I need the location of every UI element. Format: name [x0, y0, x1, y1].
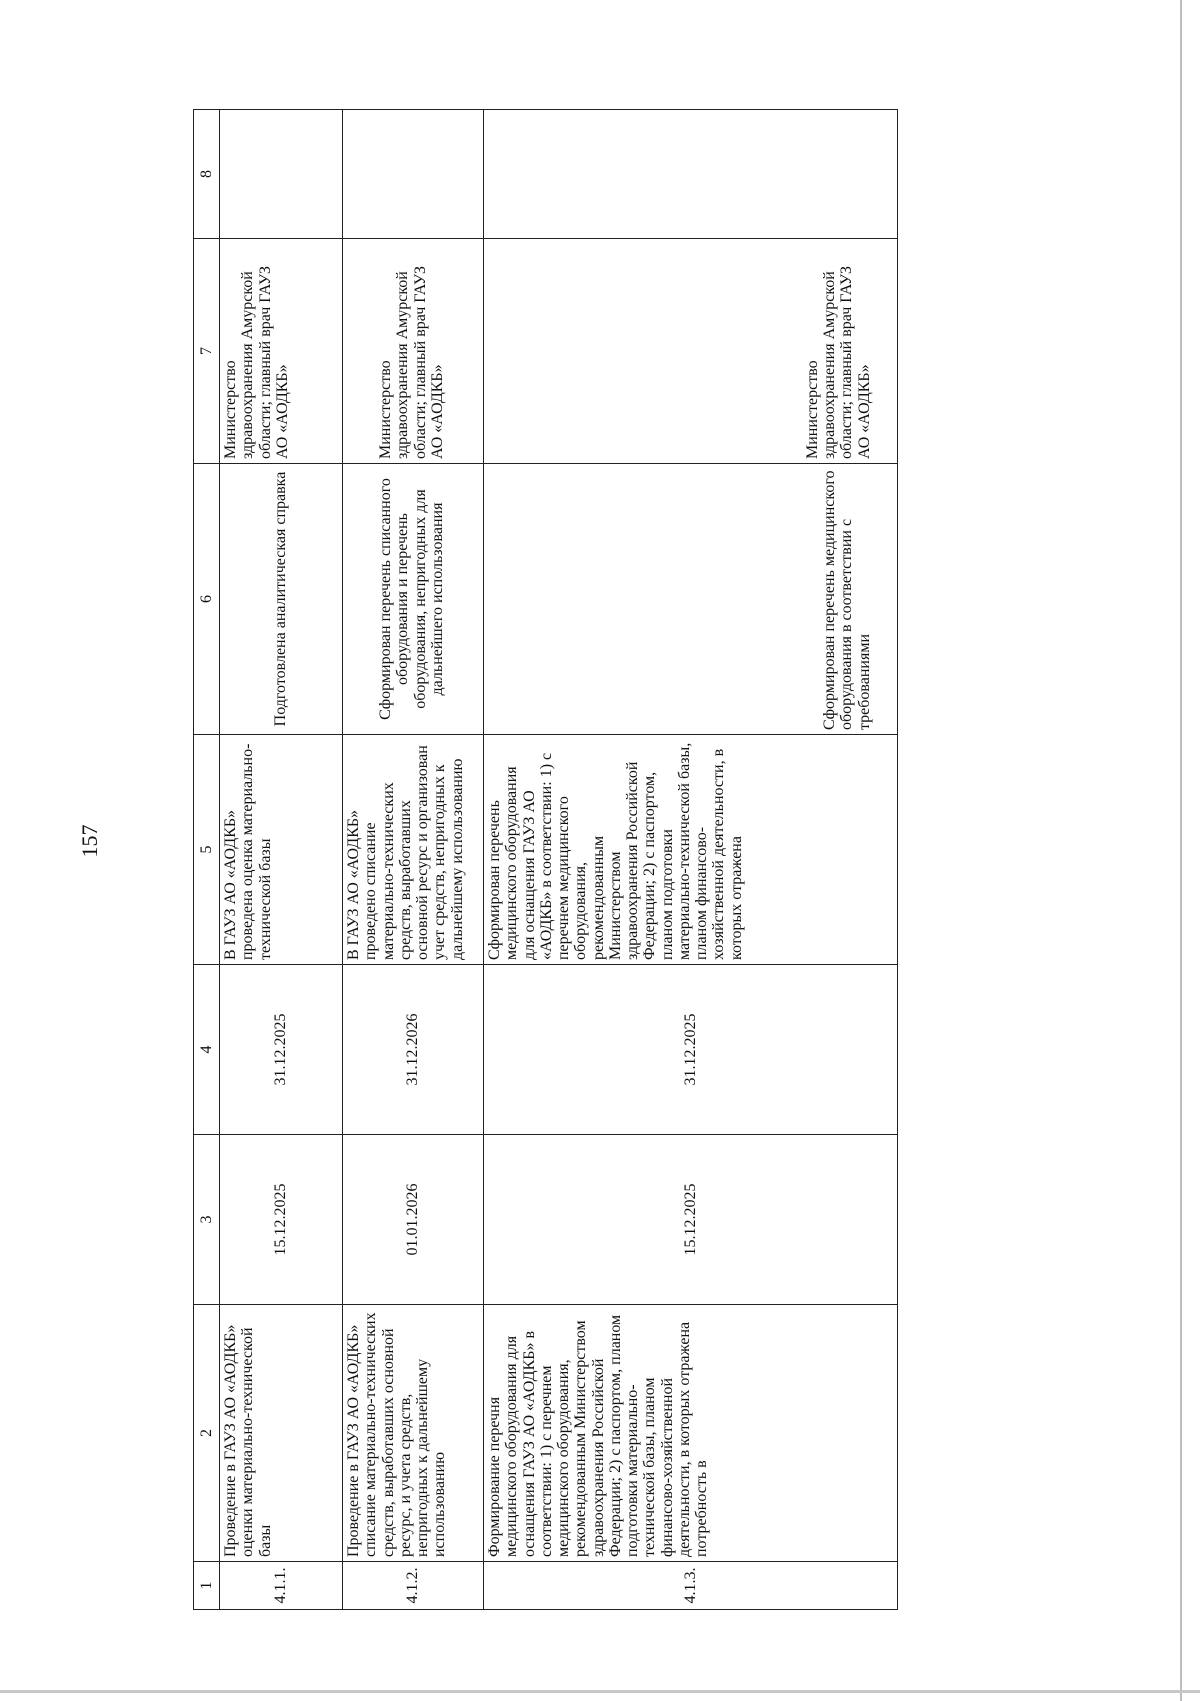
- header-col-6: 6: [194, 464, 220, 735]
- expected-result: В ГАУЗ АО «АОДКБ» проведена оценка материально-технической базы: [220, 735, 343, 965]
- responsible: Министерство здравоохранения Амурской области; главный врач ГАУЗ АО «АОДКБ»: [343, 239, 484, 464]
- table-row: [220, 110, 343, 1610]
- control-event: Подготовлена аналитическая справка: [220, 464, 343, 735]
- header-row: [194, 110, 220, 1610]
- page-number: 157: [77, 824, 102, 858]
- start-date: 15.12.2025: [220, 1135, 343, 1305]
- header-col-3: 3: [194, 1135, 220, 1305]
- start-date: 01.01.2026: [343, 1135, 484, 1305]
- expected-result: В ГАУЗ АО «АОДКБ» проведено списание материально-технических средств, выработавших основной ресурс и организован учет средств, непригодных к дальнейшему использованию: [343, 735, 484, 965]
- responsible: Министерство здравоохранения Амурской области; главный врач ГАУЗ АО «АОДКБ»: [484, 239, 898, 464]
- header-col-4: 4: [194, 965, 220, 1135]
- row-number: 4.1.2.: [343, 1562, 484, 1610]
- header-col-2: 2: [194, 1305, 220, 1562]
- header-col-7: 7: [194, 239, 220, 464]
- header-col-5: 5: [194, 735, 220, 965]
- rotated-table-container: [193, 110, 1178, 1610]
- control-event: Сформирован перечень списанного оборудования и перечень оборудования, непригодных для дальнейшего использования: [343, 464, 484, 735]
- start-date: 15.12.2025: [484, 1135, 898, 1305]
- measure-title: Формирование перечня медицинского оборудования для оснащения ГАУЗ АО «АОДКБ» в соответствии: 1) с перечнем медицинского оборудования, рекомендованным Министерством здравоохранения Российской Федерации; 2) с паспортом, планом подготовки материально-технической базы, планом финансово-хозяйственной деятельности, в которых отражена потребность в: [484, 1305, 898, 1562]
- responsible: Министерство здравоохранения Амурской области; главный врач ГАУЗ АО «АОДКБ»: [220, 239, 343, 464]
- plan-table: [193, 109, 898, 1610]
- note: [220, 110, 343, 239]
- header-col-8: 8: [194, 110, 220, 239]
- table-row: [484, 110, 898, 1610]
- end-date: 31.12.2026: [343, 965, 484, 1135]
- end-date: 31.12.2025: [220, 965, 343, 1135]
- note: [343, 110, 484, 239]
- header-col-1: 1: [194, 1562, 220, 1610]
- scan-edge-right: [1180, 0, 1182, 1701]
- note: [484, 110, 898, 239]
- row-number: 4.1.1.: [220, 1562, 343, 1610]
- end-date: 31.12.2025: [484, 965, 898, 1135]
- table-row: [343, 110, 484, 1610]
- measure-title: Проведение в ГАУЗ АО «АОДКБ» списание материально-технических средств, выработавших основной ресурс, и учета средств, непригодных к дальнейшему использованию: [343, 1305, 484, 1562]
- scan-edge-bottom: [0, 1690, 1200, 1693]
- measure-title: Проведение в ГАУЗ АО «АОДКБ» оценки материально-технической базы: [220, 1305, 343, 1562]
- control-event: Сформирован перечень медицинского оборудования в соответствии с требованиями: [484, 464, 898, 735]
- expected-result: Сформирован перечень медицинского оборудования для оснащения ГАУЗ АО «АОДКБ» в соответствии: 1) с перечнем медицинского оборудования, рекомендованным Министерством здравоохранения Российской Федерации; 2) с паспортом, планом подготовки материально-технической базы, планом финансово-хозяйственной деятельности, в которых отражена: [484, 735, 898, 965]
- row-number: 4.1.3.: [484, 1562, 898, 1610]
